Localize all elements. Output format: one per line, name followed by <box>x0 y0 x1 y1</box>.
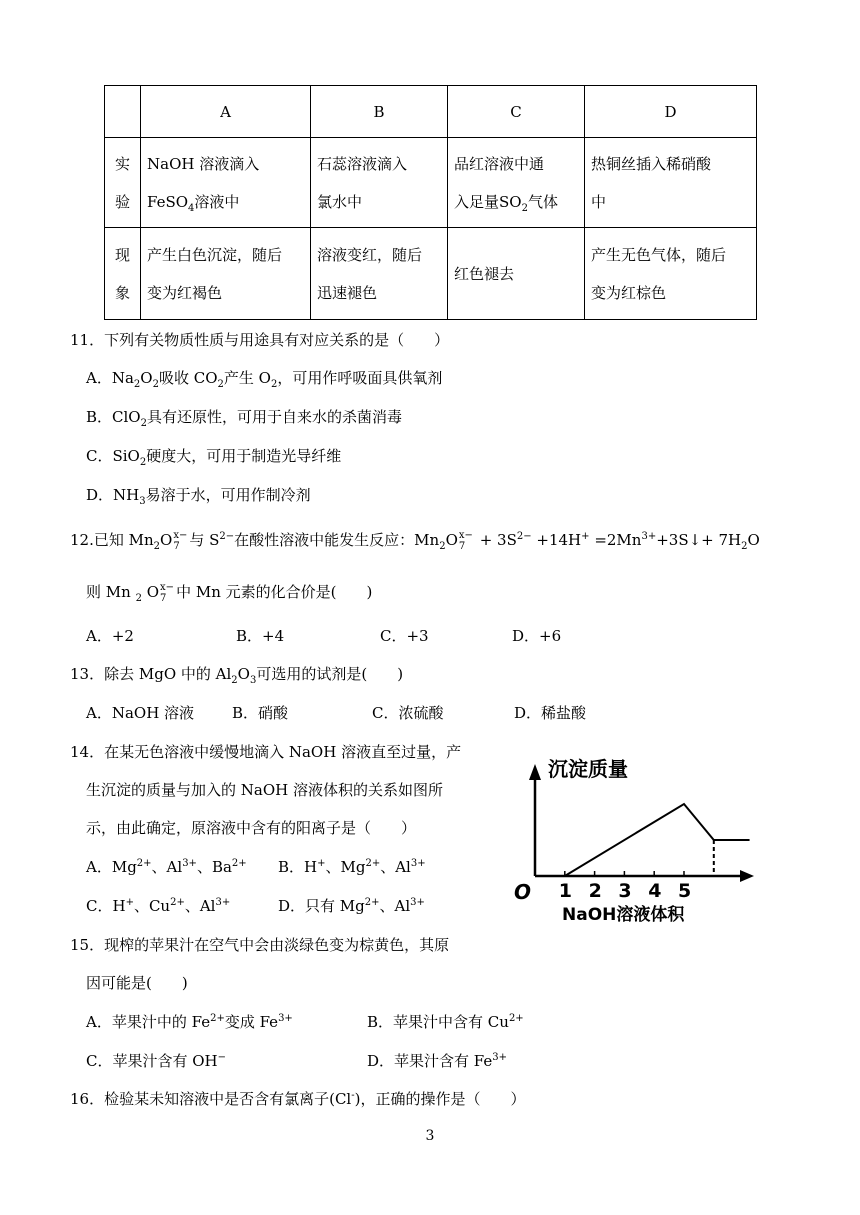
question-15-option-d: D．苹果汁含有 $Fe^{3+}$ <box>367 1052 508 1070</box>
table-cell: 石蕊溶液滴入 氯水中 <box>311 138 448 228</box>
chart-x-tick-label: 2 <box>588 880 602 902</box>
question-13-option: B．硝酸 <box>232 704 289 722</box>
question-11-option-c: C．SiO$_2$硬度大，可用于制造光导纤维 <box>86 447 342 468</box>
table-row <box>105 138 757 228</box>
table-cell: 品红溶液中通 入足量$SO_2$气体 <box>448 138 585 228</box>
question-12-option: C．+3 <box>380 627 429 645</box>
question-14-line-1: 14．在某无色溶液中缓慢地滴入 NaOH 溶液直至过量，产 <box>70 743 462 761</box>
question-15-option-c: C．苹果汁含有 OH− <box>86 1052 227 1070</box>
question-12-stem: 12.已知 $Mn_2O$ x− 7 与 $S^{2-}$在酸性溶液中能发生反应：$Mn_2O$ x− 7 + $3S^{2-} +14H^+$ $=2Mn^{3+}+3S↓+ 7H_2O$ <box>70 530 760 552</box>
question-16-stem: 16．检验某未知溶液中是否含有氯离子(Cl-)，正确的操作是（ ） <box>70 1090 526 1108</box>
question-13-option: C．浓硫酸 <box>372 704 444 722</box>
chart-x-axis-label: NaOH溶液体积 <box>562 905 685 925</box>
table-header-cell: D <box>585 86 757 138</box>
question-11-stem: 11．下列有关物质性质与用途具有对应关系的是（ ） <box>70 331 450 349</box>
table-header-cell: C <box>448 86 585 138</box>
question-15-option-a: A．苹果汁中的 $Fe^{2+}$变成 $Fe^{3+}$ <box>86 1013 293 1031</box>
page-number: 3 <box>425 1128 435 1144</box>
table-cell: 热铜丝插入稀硝酸 中 <box>585 138 757 228</box>
question-15-line-2: 因可能是( ) <box>86 974 188 992</box>
table-cell: 产生白色沉淀，随后 变为红褐色 <box>141 228 311 320</box>
chart-x-tick-label: 1 <box>558 880 573 902</box>
table-cell: 溶液变红，随后 迅速褪色 <box>311 228 448 320</box>
question-15-line-1: 15．现榨的苹果汁在空气中会由淡绿色变为棕黄色，其原 <box>70 936 450 954</box>
chart-origin-label: O <box>514 880 532 904</box>
question-14-option-d: D．只有 $Mg^{2+}$、$Al^{3+}$ <box>278 897 425 915</box>
row-label-phenomenon: 现 象 <box>105 228 141 320</box>
chart-x-tick-label: 4 <box>648 880 662 902</box>
table-cell: NaOH 溶液滴入 FeSO$_4$溶液中 <box>141 138 311 228</box>
question-14-line-2: 生沉淀的质量与加入的 NaOH 溶液体积的关系如图所 <box>86 781 443 799</box>
chart-x-tick-label: 5 <box>678 880 692 902</box>
question-13-stem: 13．除去 MgO 中的 $Al_2O_3$可选用的试剂是( ) <box>70 665 404 686</box>
question-14-option-a: A．$Mg^{2+}$、$Al^{3+}$、$Ba^{2+}$ <box>86 858 247 876</box>
table-header-cell <box>105 86 141 138</box>
table-header-cell: B <box>311 86 448 138</box>
question-11-option-d: D．$NH_3$易溶于水，可用作制冷剂 <box>86 486 311 507</box>
table-row <box>105 228 757 320</box>
question-12-option: B．+4 <box>236 627 285 645</box>
question-14-line-3: 示，由此确定，原溶液中含有的阳离子是（ ） <box>86 819 417 837</box>
table-header-row <box>105 86 757 138</box>
chart-y-axis-label: 沉淀质量 <box>548 757 628 781</box>
precipitate-mass-chart <box>514 752 756 928</box>
question-13-option: D．稀盐酸 <box>514 704 587 722</box>
question-12-line-2: 则 Mn $_2$ O x− 7 中 Mn 元素的化合价是( ) <box>86 582 373 604</box>
table-header-cell: A <box>141 86 311 138</box>
question-11-option-b: B．ClO$_2$具有还原性，可用于自来水的杀菌消毒 <box>86 408 402 429</box>
chart-x-tick-label: 3 <box>618 880 632 902</box>
question-12-option: D．+6 <box>512 627 562 645</box>
question-14-option-b: B．H+、$Mg^{2+}$、$Al^{3+}$ <box>278 858 426 876</box>
question-15-option-b: B．苹果汁中含有 $Cu^{2+}$ <box>367 1013 524 1031</box>
question-14-option-c: C．H+、$Cu^{2+}$、$Al^{3+}$ <box>86 897 231 915</box>
question-13-option: A．NaOH 溶液 <box>86 704 195 722</box>
table-cell: 红色褪去 <box>448 228 585 320</box>
experiment-table <box>104 85 757 320</box>
table-cell: 产生无色气体，随后 变为红棕色 <box>585 228 757 320</box>
row-label-experiment: 实 验 <box>105 138 141 228</box>
question-11-option-a: A．$Na_2O_2$吸收 $CO_2$产生 $O_2$，可用作呼吸面具供氧剂 <box>86 369 443 390</box>
question-12-option: A．+2 <box>86 627 134 645</box>
